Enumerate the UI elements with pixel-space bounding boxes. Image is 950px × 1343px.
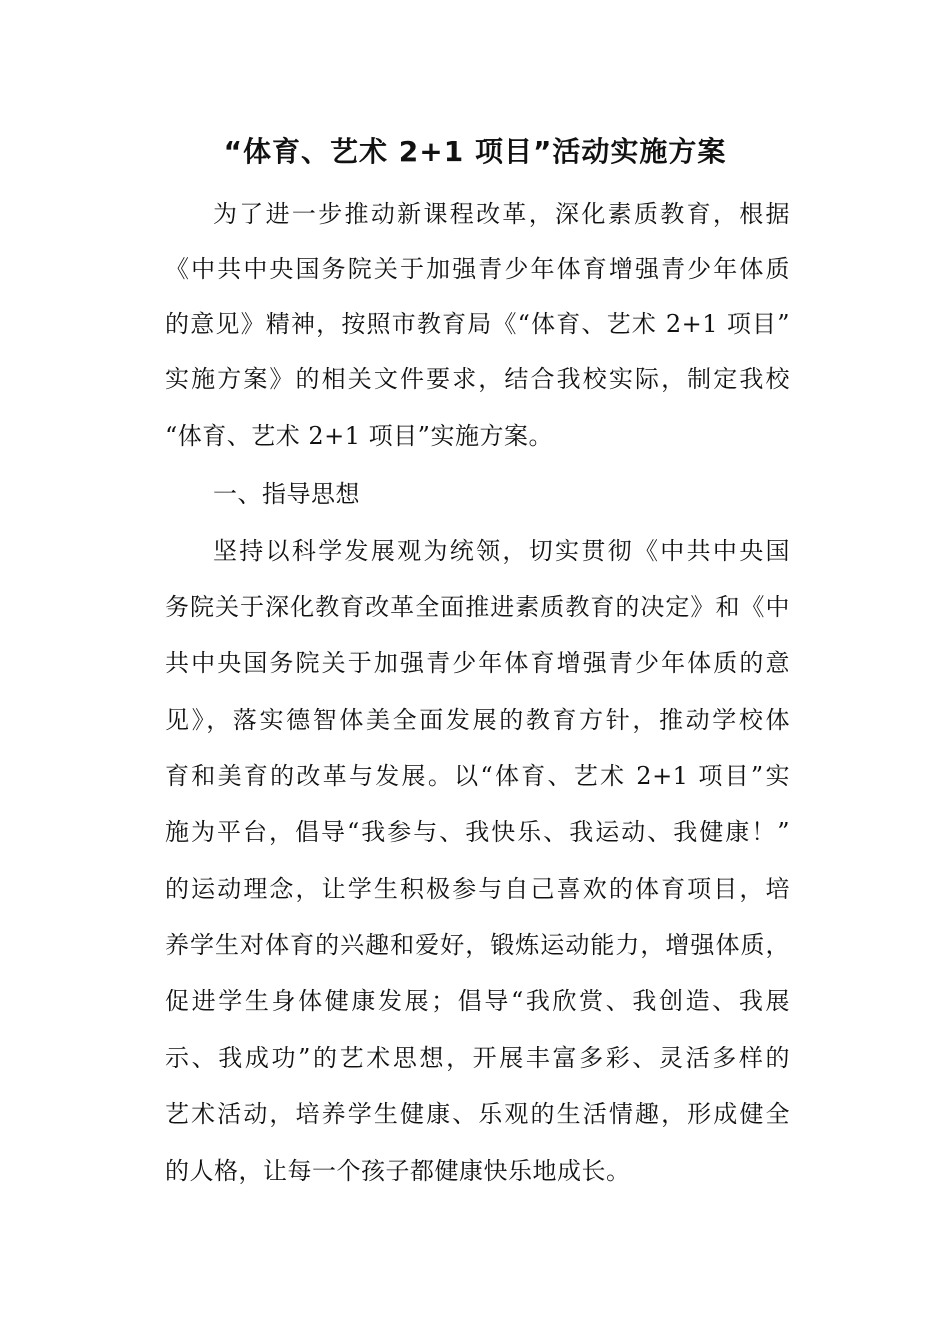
section1-line-2: 务院关于深化教育改革全面推进素质教育的决定》和《中 <box>165 593 790 621</box>
section1-line-6: 施为平台，倡导“我参与、我快乐、我运动、我健康！” <box>165 818 790 846</box>
section1-line-3: 共中央国务院关于加强青少年体育增强青少年体质的意 <box>165 649 790 677</box>
intro-line-2: 《中共中央国务院关于加强青少年体育增强青少年体质 <box>165 255 790 283</box>
intro-line-5: “体育、艺术 2+1 项目”实施方案。 <box>165 422 553 450</box>
intro-line-1: 为了进一步推动新课程改革，深化素质教育，根据 <box>213 200 790 228</box>
section1-line-11: 艺术活动，培养学生健康、乐观的生活情趣，形成健全 <box>165 1100 790 1128</box>
intro-line-3: 的意见》精神，按照市教育局《“体育、艺术 2+1 项目” <box>165 310 790 338</box>
section1-line-5: 育和美育的改革与发展。以“体育、艺术 2+1 项目”实 <box>165 762 790 790</box>
section1-line-1: 坚持以科学发展观为统领，切实贯彻《中共中央国 <box>213 537 790 565</box>
section1-line-7: 的运动理念，让学生积极参与自己喜欢的体育项目，培 <box>165 875 790 903</box>
section1-line-10: 示、我成功”的艺术思想，开展丰富多彩、灵活多样的 <box>165 1044 790 1072</box>
section-heading: 一、指导思想 <box>213 480 360 508</box>
section1-line-4: 见》，落实德智体美全面发展的教育方针，推动学校体 <box>165 706 790 734</box>
section1-line-8: 养学生对体育的兴趣和爱好，锻炼运动能力，增强体质， <box>165 931 790 959</box>
intro-line-4: 实施方案》的相关文件要求，结合我校实际，制定我校 <box>165 365 790 393</box>
section1-line-12: 的人格，让每一个孩子都健康快乐地成长。 <box>165 1157 631 1185</box>
document-title: “体育、艺术 2+1 项目”活动实施方案 <box>223 135 727 168</box>
section1-line-9: 促进学生身体健康发展；倡导“我欣赏、我创造、我展 <box>165 987 790 1015</box>
